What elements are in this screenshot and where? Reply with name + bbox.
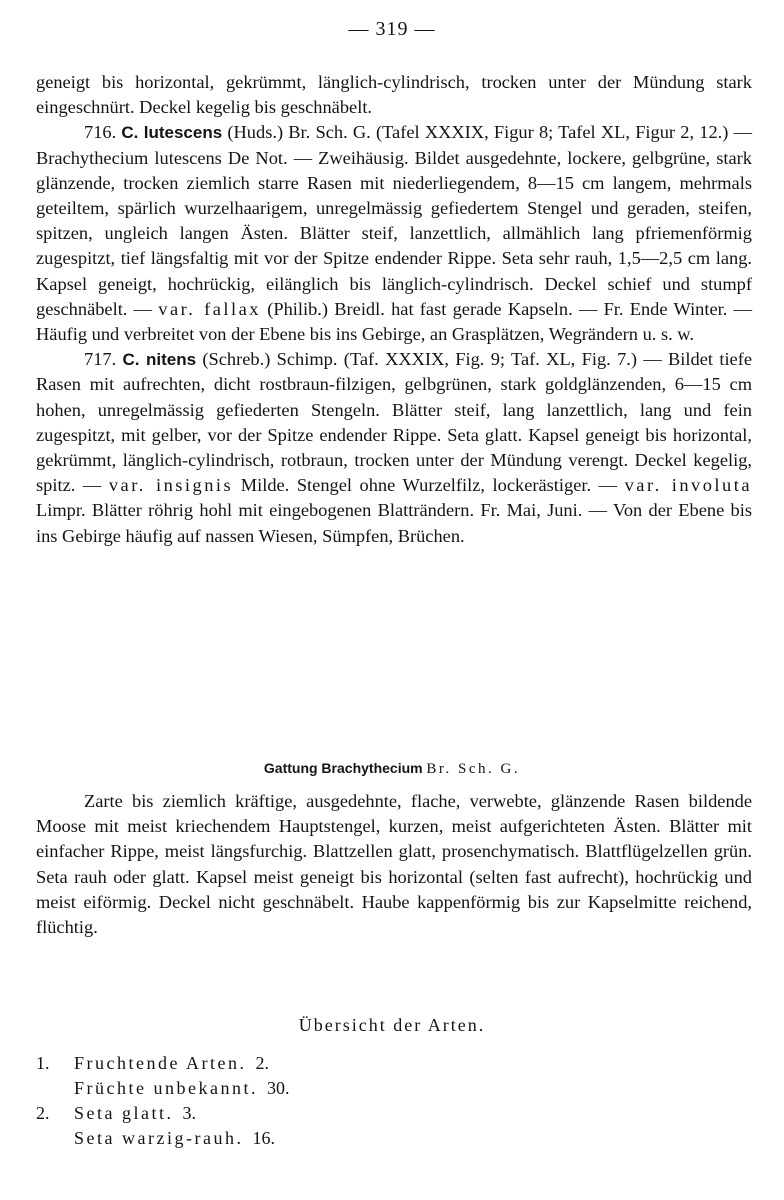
- entry-number: 716.: [84, 122, 117, 143]
- key-row: [36, 1126, 289, 1151]
- key-row: [36, 1101, 289, 1126]
- species-name: C. lutescens: [121, 123, 223, 143]
- key-row: [36, 1076, 289, 1101]
- genus-description: Zarte bis ziemlich kräftige, ausgedehnte, flache, verwebte, glänzende Rasen bildende Moose mit meist kriechendem Hauptstengel, kurzen, meist aufgerichteten Ästen. Blätter mit einfacher Rippe, meist längsfurchig. Blattzellen glatt, prosenchymatisch. Blattflügelzellen grün. Seta rauh oder glatt. Kapsel meist geneigt bis horizontal (selten fast aufrecht), hochrückig und meist eiförmig. Deckel nicht geschnäbelt. Haube kappenförmig bis zur Kapselmitte reichend, flüchtig.: [36, 791, 752, 938]
- key-number: 1.: [36, 1053, 50, 1073]
- key-option: Früchte unbekannt.: [74, 1078, 258, 1098]
- key-reference: 2.: [255, 1053, 269, 1073]
- key-option: Seta warzig-rauh.: [74, 1128, 244, 1148]
- species-entry-716: [36, 120, 752, 347]
- overview-title: Übersicht der Arten.: [298, 1015, 486, 1035]
- variety-label: var. involuta: [624, 475, 752, 496]
- variety-description: Milde. Stengel ohne Wurzelfilz, lockerästiger. —: [240, 475, 618, 496]
- genus-heading: [0, 760, 784, 778]
- key-reference: 3.: [182, 1103, 196, 1123]
- key-reference: 16.: [252, 1128, 275, 1148]
- key-option: Seta glatt.: [74, 1103, 174, 1123]
- variety-label: var. insignis: [108, 475, 234, 496]
- variety-label: var. fallax: [158, 298, 261, 319]
- species-description: (Huds.) Br. Sch. G. (Tafel XXXIX, Figur 8; Tafel XL, Figur 2, 12.) — Brachythecium lutescens De Not. — Zweihäusig. Bildet ausgedehnte, lockere, gelbgrüne, stark glänzende, trocken ziemlich starre Rasen mit niederliegendem, 8—15 cm langem, mehrmals geteiltem, spärlich wurzelhaarigem, unregelmässig gefiedertem Stengel und geraden, steifen, spitzen, ungleich langen Ästen. Blätter steif, lanzettlich, allmählich lang pfriemenförmig zugespitzt, tief längsfaltig mit vor der Spitze endender Rippe. Seta sehr rauh, 1,5—2,5 cm lang. Kapsel geneigt, hochrückig, eilänglich bis länglich-cylindrisch. Deckel schief und stumpf geschnäbelt. —: [36, 122, 752, 319]
- continued-paragraph: geneigt bis horizontal, gekrümmt, länglich-cylindrisch, trocken unter der Mündung stark eingeschnürt. Deckel kegelig bis geschnäbelt.: [36, 72, 752, 118]
- species-key: [36, 1051, 289, 1151]
- key-reference: 30.: [266, 1078, 290, 1098]
- genus-authority: Br. Sch. G.: [426, 761, 521, 777]
- variety-description: (Philib.) Breidl. hat fast gerade Kapseln. — Fr. Ende Winter. — Häufig und verbreitet von der Ebene bis ins Gebirge, an Grasplätzen, Wegrändern u. s. w.: [36, 298, 752, 345]
- species-name: C. nitens: [122, 350, 197, 370]
- key-number: 2.: [36, 1103, 50, 1123]
- genus-description-block: [36, 789, 752, 940]
- key-option: Fruchtende Arten.: [74, 1053, 247, 1073]
- species-entry-717: [36, 347, 752, 549]
- page-number: — 319 —: [348, 18, 436, 40]
- variety-description: Limpr. Blätter röhrig hohl mit eingebogenen Blatträndern. Fr. Mai, Juni. — Von der Ebene bis ins Gebirge häufig auf nassen Wiesen, Sümpfen, Brüchen.: [36, 500, 752, 546]
- entry-number: 717.: [84, 349, 117, 370]
- key-row: [36, 1051, 289, 1076]
- genus-name: Gattung Brachythecium: [263, 760, 423, 776]
- species-description: (Schreb.) Schimp. (Taf. XXXIX, Fig. 9; Taf. XL, Fig. 7.) — Bildet tiefe Rasen mit aufrechten, dicht rostbraun-filzigen, gelbgrünen, stark goldglänzenden, 6—15 cm hohen, unregelmässig gefiederten Stengeln. Blätter steif, lang lanzettlich, lang und fein zugespitzt, mit gelber, vor der Spitze endender Rippe. Seta glatt. Kapsel geneigt bis horizontal, gekrümmt, länglich-cylindrisch, rotbraun, trocken unter der Mündung verengt. Deckel kegelig, spitz. —: [36, 349, 752, 496]
- species-text-block: [36, 70, 752, 549]
